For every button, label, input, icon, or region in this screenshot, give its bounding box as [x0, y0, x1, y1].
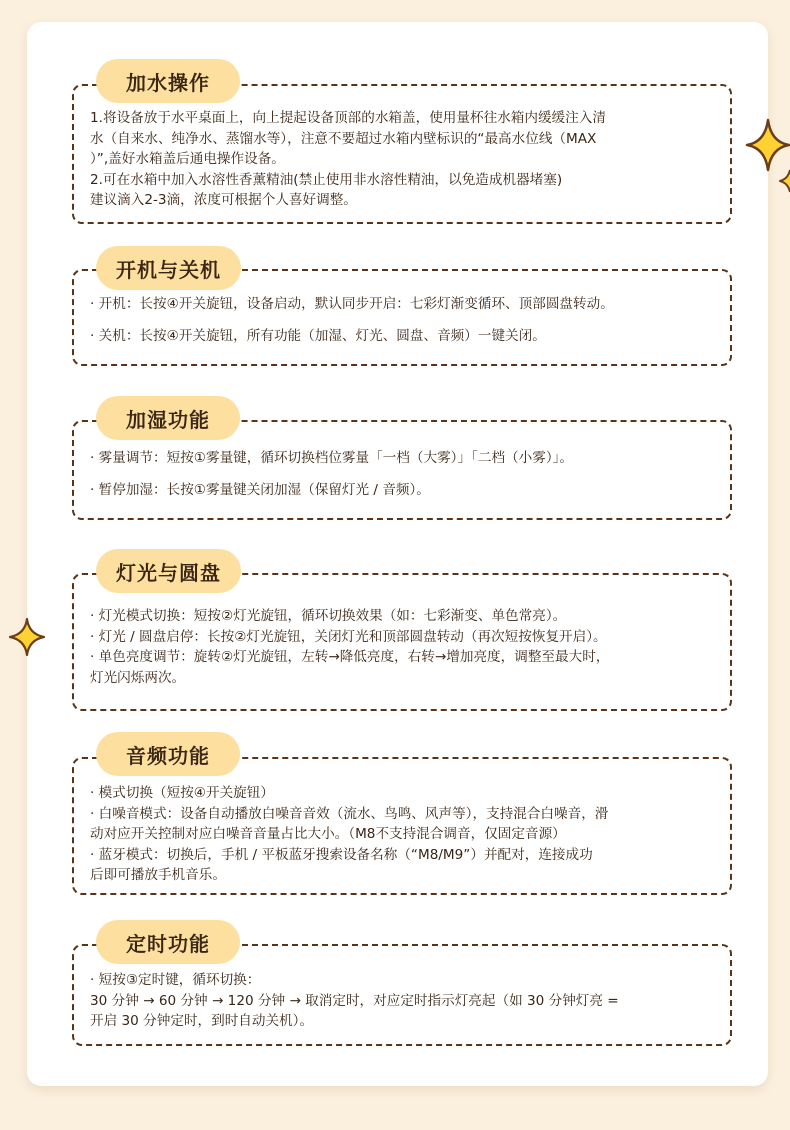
- body-line: · 短按③定时键，循环切换：: [90, 972, 261, 988]
- sparkle-star-icon: [745, 118, 790, 172]
- body-line: · 白噪音模式：设备自动播放白噪音音效（流水、鸟鸣、风声等），支持混合白噪音，滑: [90, 805, 609, 822]
- body-line: · 雾量调节：短按①雾量键，循环切换档位雾量「一档（大雾）」「二档（小雾）」。: [90, 450, 574, 466]
- body-line: 动对应开关控制对应白噪音音量占比大小。（M8不支持混合调音，仅固定音源）: [90, 826, 566, 842]
- body-line: ）”,盖好水箱盖后通电操作设备。: [90, 151, 285, 167]
- body-line: 水（自来水、纯净水、蒸馏水等），注意不要超过水箱内壁标识的“最高水位线（MAX: [90, 130, 597, 147]
- body-line: · 灯光 / 圆盘启停：长按②灯光旋钮，关闭灯光和顶部圆盘转动（再次短按恢复开启）。: [90, 628, 607, 645]
- section-title-add-water: 加水操作: [96, 59, 240, 103]
- sparkle-star-icon: [8, 617, 46, 657]
- section-body-timer: [90, 970, 730, 1032]
- body-line: 2.可在水箱中加入水溶性香薰精油(禁止使用非水溶性精油，以免造成机器堵塞): [90, 171, 563, 188]
- body-line: 建议滴入2-3滴，浓度可根据个人喜好调整。: [90, 192, 357, 208]
- body-line: · 模式切换（短按④开关旋钮）: [90, 785, 274, 801]
- body-line: 30 分钟 → 60 分钟 → 120 分钟 → 取消定时，对应定时指示灯亮起（如 30 分钟灯亮 =: [90, 992, 619, 1009]
- section-title-audio: 音频功能: [96, 732, 240, 776]
- section-body-add-water: [90, 108, 730, 211]
- body-line: · 灯光模式切换：短按②灯光旋钮，循环切换效果（如：七彩渐变、单色常亮）。: [90, 608, 567, 624]
- section-body-humidify: [90, 448, 730, 500]
- sparkle-star-icon: [778, 168, 790, 194]
- body-line: · 暂停加湿：长按①雾量键关闭加湿（保留灯光 / 音频）。: [90, 481, 430, 498]
- body-line: · 蓝牙模式：切换后，手机 / 平板蓝牙搜索设备名称（“M8/M9”）并配对，连接成功: [90, 846, 593, 863]
- section-title-power: 开机与关机: [96, 246, 241, 290]
- body-line: · 关机：长按④开关旋钮，所有功能（加湿、灯光、圆盘、音频）一键关闭。: [90, 327, 546, 344]
- section-title-light-disc: 灯光与圆盘: [96, 549, 241, 593]
- body-line: · 单色亮度调节：旋转②灯光旋钮，左转→降低亮度，右转→增加亮度，调整至最大时，: [90, 649, 610, 665]
- body-line: 开启 30 分钟定时，到时自动关机）。: [90, 1013, 314, 1029]
- section-body-power: [90, 294, 730, 346]
- body-line: 后即可播放手机音乐。: [90, 867, 226, 883]
- section-body-audio: [90, 783, 730, 886]
- body-line: · 开机：长按④开关旋钮，设备启动，默认同步开启：七彩灯渐变循环、顶部圆盘转动。: [90, 296, 614, 312]
- section-title-humidify: 加湿功能: [96, 396, 240, 440]
- section-title-timer: 定时功能: [96, 920, 240, 964]
- body-line: 1.将设备放于水平桌面上，向上提起设备顶部的水箱盖，使用量杯往水箱内缓缓注入清: [90, 110, 606, 126]
- section-body-light-disc: [90, 606, 730, 688]
- body-line: 灯光闪烁两次。: [90, 669, 186, 686]
